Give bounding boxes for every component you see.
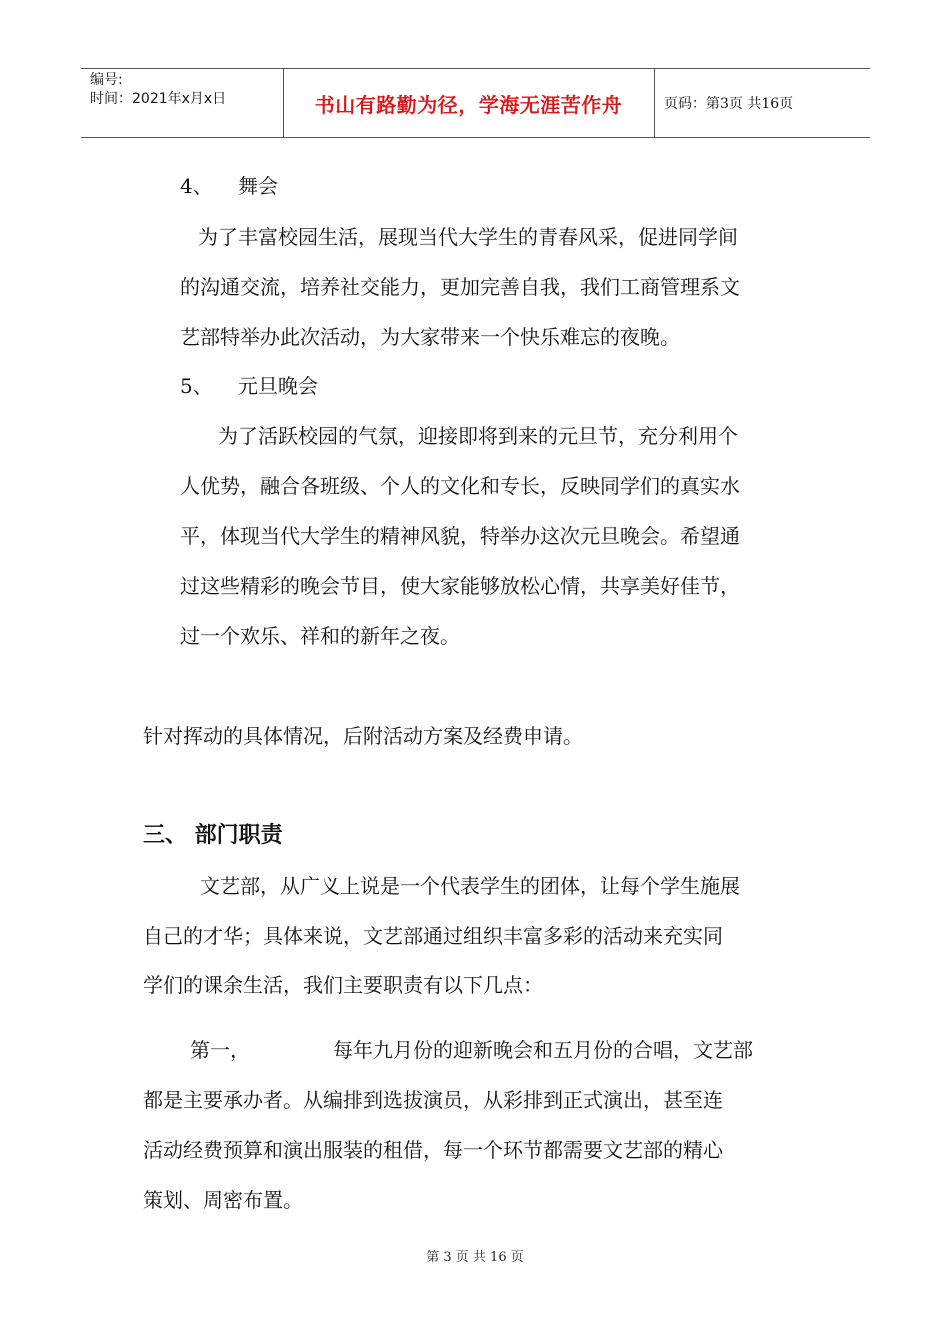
paragraph-line: 文艺部，从广义上说是一个代表学生的团体，让每个学生施展	[200, 874, 740, 898]
paragraph-line: 都是主要承办者。从编排到选拔演员，从彩排到正式演出，甚至连	[143, 1088, 723, 1112]
document-header	[81, 68, 870, 138]
section-3-title: 三、 部门职责	[143, 823, 283, 848]
paragraph-line: 过一个欢乐、祥和的新年之夜。	[180, 624, 460, 648]
point-1-label: 第一，	[190, 1038, 250, 1062]
paragraph-line: 艺部特举办此次活动，为大家带来一个快乐难忘的夜晚。	[180, 325, 680, 349]
paragraph-line: 为了活跃校园的气氛，迎接即将到来的元旦节，充分利用个	[218, 424, 738, 448]
date-label: 时间：2021年x月x日	[90, 91, 227, 107]
item-4-heading	[180, 170, 278, 199]
summary-line: 针对挥动的具体情况，后附活动方案及经费申请。	[143, 724, 583, 748]
item-title: 舞会	[238, 174, 278, 198]
paragraph-line: 活动经费预算和演出服装的租借，每一个环节都需要文艺部的精心	[143, 1138, 723, 1162]
page-footer: 第 3 页 共 16 页	[426, 1250, 524, 1265]
item-number: 4、	[180, 174, 213, 198]
paragraph-line: 过这些精彩的晚会节目，使大家能够放松心情，共享美好佳节，	[180, 574, 740, 598]
paragraph-line: 人优势，融合各班级、个人的文化和专长，反映同学们的真实水	[180, 474, 740, 498]
item-number: 5、	[180, 374, 213, 398]
item-5-heading	[180, 370, 318, 399]
paragraph-line: 自己的才华；具体来说，文艺部通过组织丰富多彩的活动来充实同	[143, 924, 723, 948]
paragraph-line: 学们的课余生活，我们主要职责有以下几点：	[143, 973, 543, 997]
header-motto: 书山有路勤为径，学海无涯苦作舟	[314, 92, 623, 117]
paragraph-line: 的沟通交流，培养社交能力，更加完善自我，我们工商管理系文	[180, 275, 740, 299]
paragraph-line: 为了丰富校园生活，展现当代大学生的青春风采，促进同学间	[198, 225, 738, 249]
paragraph-line: 平，体现当代大学生的精神风貌，特举办这次元旦晚会。希望通	[180, 524, 740, 548]
header-meta	[90, 71, 280, 109]
header-page-info: 页码：第3页 共16页	[664, 96, 794, 112]
item-title: 元旦晚会	[238, 374, 318, 398]
paragraph-line: 策划、周密布置。	[143, 1188, 303, 1212]
header-divider	[654, 69, 655, 137]
paragraph-line: 每年九月份的迎新晚会和五月份的合唱，文艺部	[333, 1038, 753, 1062]
serial-label: 编号:	[90, 72, 123, 88]
